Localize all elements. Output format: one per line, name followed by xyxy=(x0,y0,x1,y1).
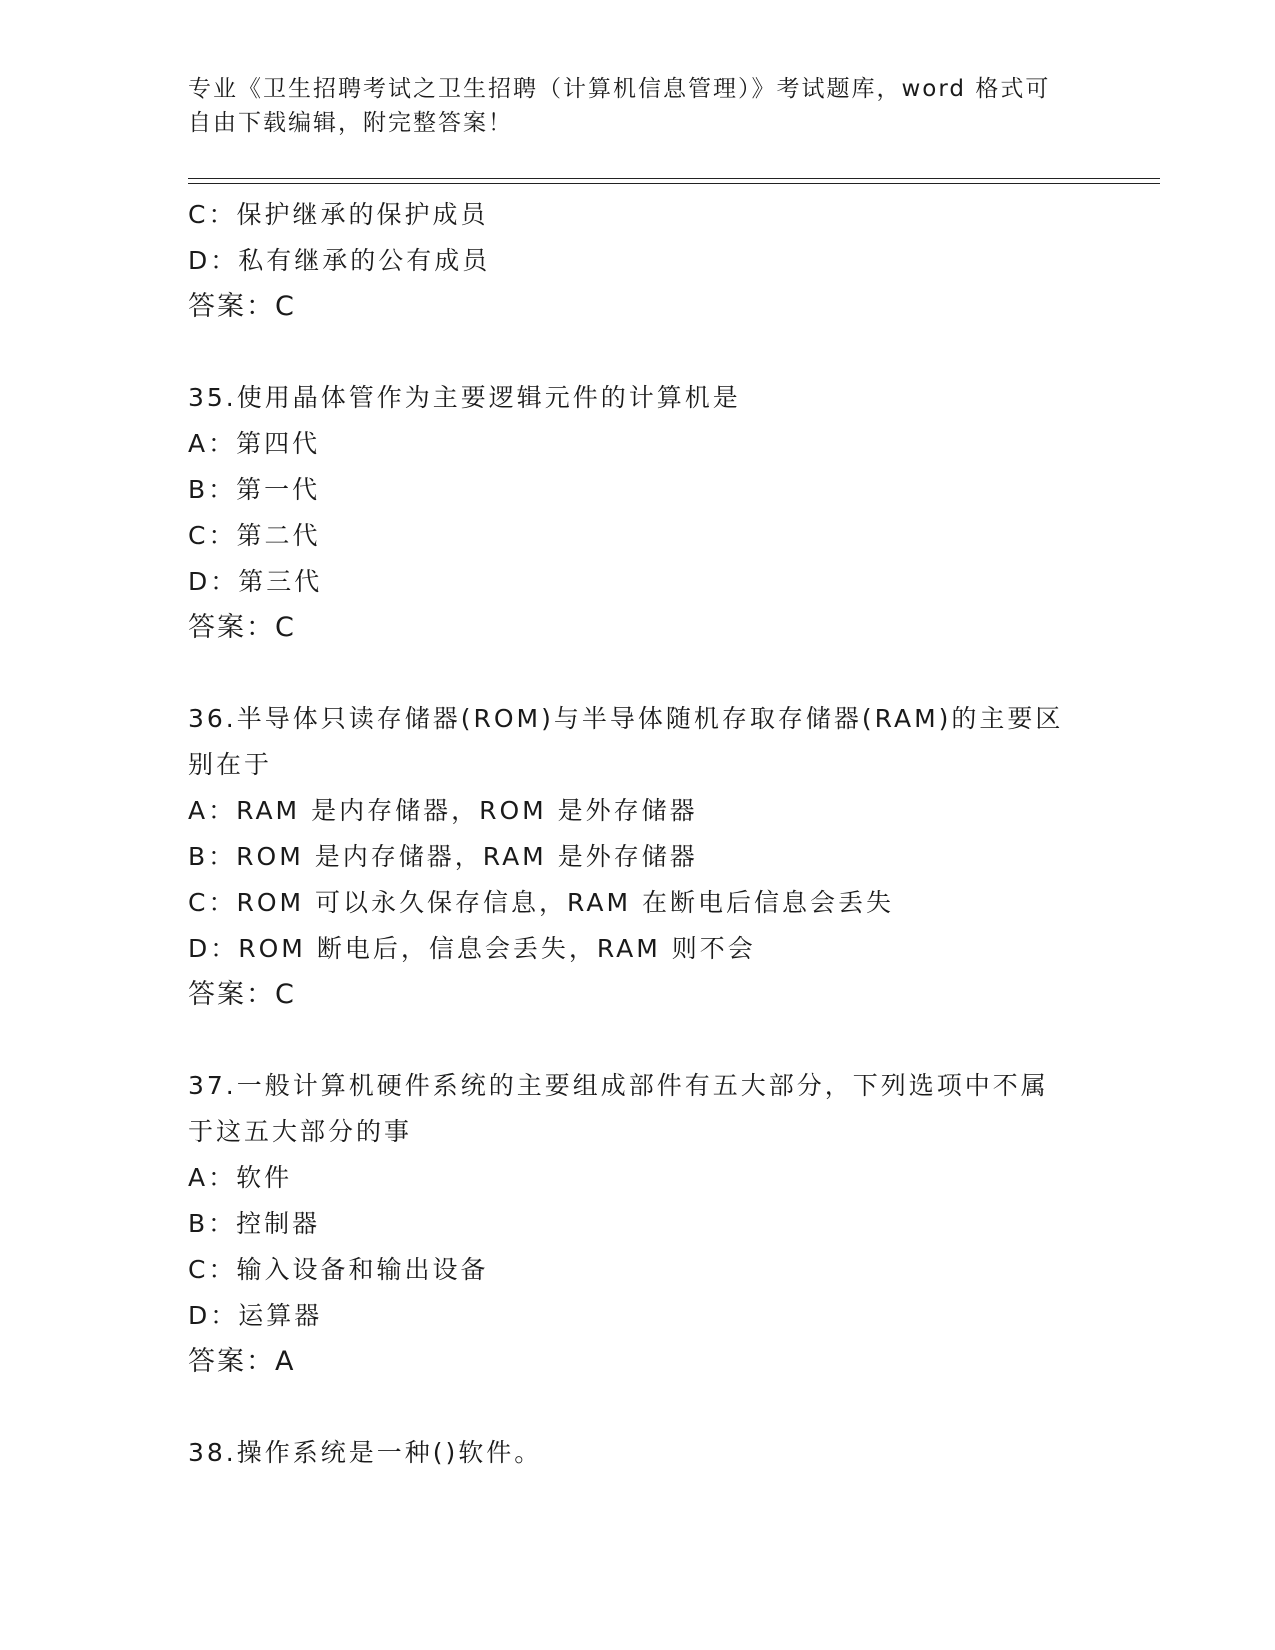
answer-line: 答案：C xyxy=(188,291,296,322)
answer-line: 答案：C xyxy=(188,979,296,1010)
option-b: B：第一代 xyxy=(188,475,321,504)
option-d: D：私有继承的公有成员 xyxy=(188,246,491,275)
option-c: C：保护继承的保护成员 xyxy=(188,200,489,229)
question-38 xyxy=(188,1430,1088,1476)
option-a: A：第四代 xyxy=(188,429,321,458)
previous-question-tail xyxy=(188,192,1088,330)
option-c: C：第二代 xyxy=(188,521,321,550)
option-c: C：输入设备和输出设备 xyxy=(188,1255,489,1284)
option-d: D：运算器 xyxy=(188,1301,323,1330)
question-36 xyxy=(188,696,1088,1018)
spacer xyxy=(188,1385,1088,1430)
question-35 xyxy=(188,375,1088,651)
header-rule-bottom xyxy=(188,183,1160,184)
option-a: A：软件 xyxy=(188,1163,293,1192)
option-d: D：ROM 断电后，信息会丢失，RAM 则不会 xyxy=(188,934,756,963)
option-d: D：第三代 xyxy=(188,567,323,596)
spacer xyxy=(188,1018,1088,1063)
option-a: A：RAM 是内存储器，ROM 是外存储器 xyxy=(188,796,698,825)
option-b: B：ROM 是内存储器，RAM 是外存储器 xyxy=(188,842,698,871)
document-body xyxy=(188,192,1088,1476)
document-header: 专业《卫生招聘考试之卫生招聘（计算机信息管理）》考试题库，word 格式可自由下载编辑，附完整答案！ xyxy=(188,76,1051,136)
option-b: B：控制器 xyxy=(188,1209,321,1238)
question-title: 37.一般计算机硬件系统的主要组成部件有五大部分，下列选项中不属于这五大部分的事 xyxy=(188,1071,1049,1146)
question-title: 35.使用晶体管作为主要逻辑元件的计算机是 xyxy=(188,383,741,412)
question-title: 38.操作系统是一种()软件。 xyxy=(188,1438,543,1467)
header-rule-top xyxy=(188,178,1160,179)
option-c: C：ROM 可以永久保存信息，RAM 在断电后信息会丢失 xyxy=(188,888,894,917)
answer-line: 答案：A xyxy=(188,1346,296,1377)
answer-line: 答案：C xyxy=(188,612,296,643)
spacer xyxy=(188,330,1088,375)
question-title: 36.半导体只读存储器(ROM)与半导体随机存取存储器(RAM)的主要区别在于 xyxy=(188,704,1064,779)
spacer xyxy=(188,651,1088,696)
question-37 xyxy=(188,1063,1088,1385)
